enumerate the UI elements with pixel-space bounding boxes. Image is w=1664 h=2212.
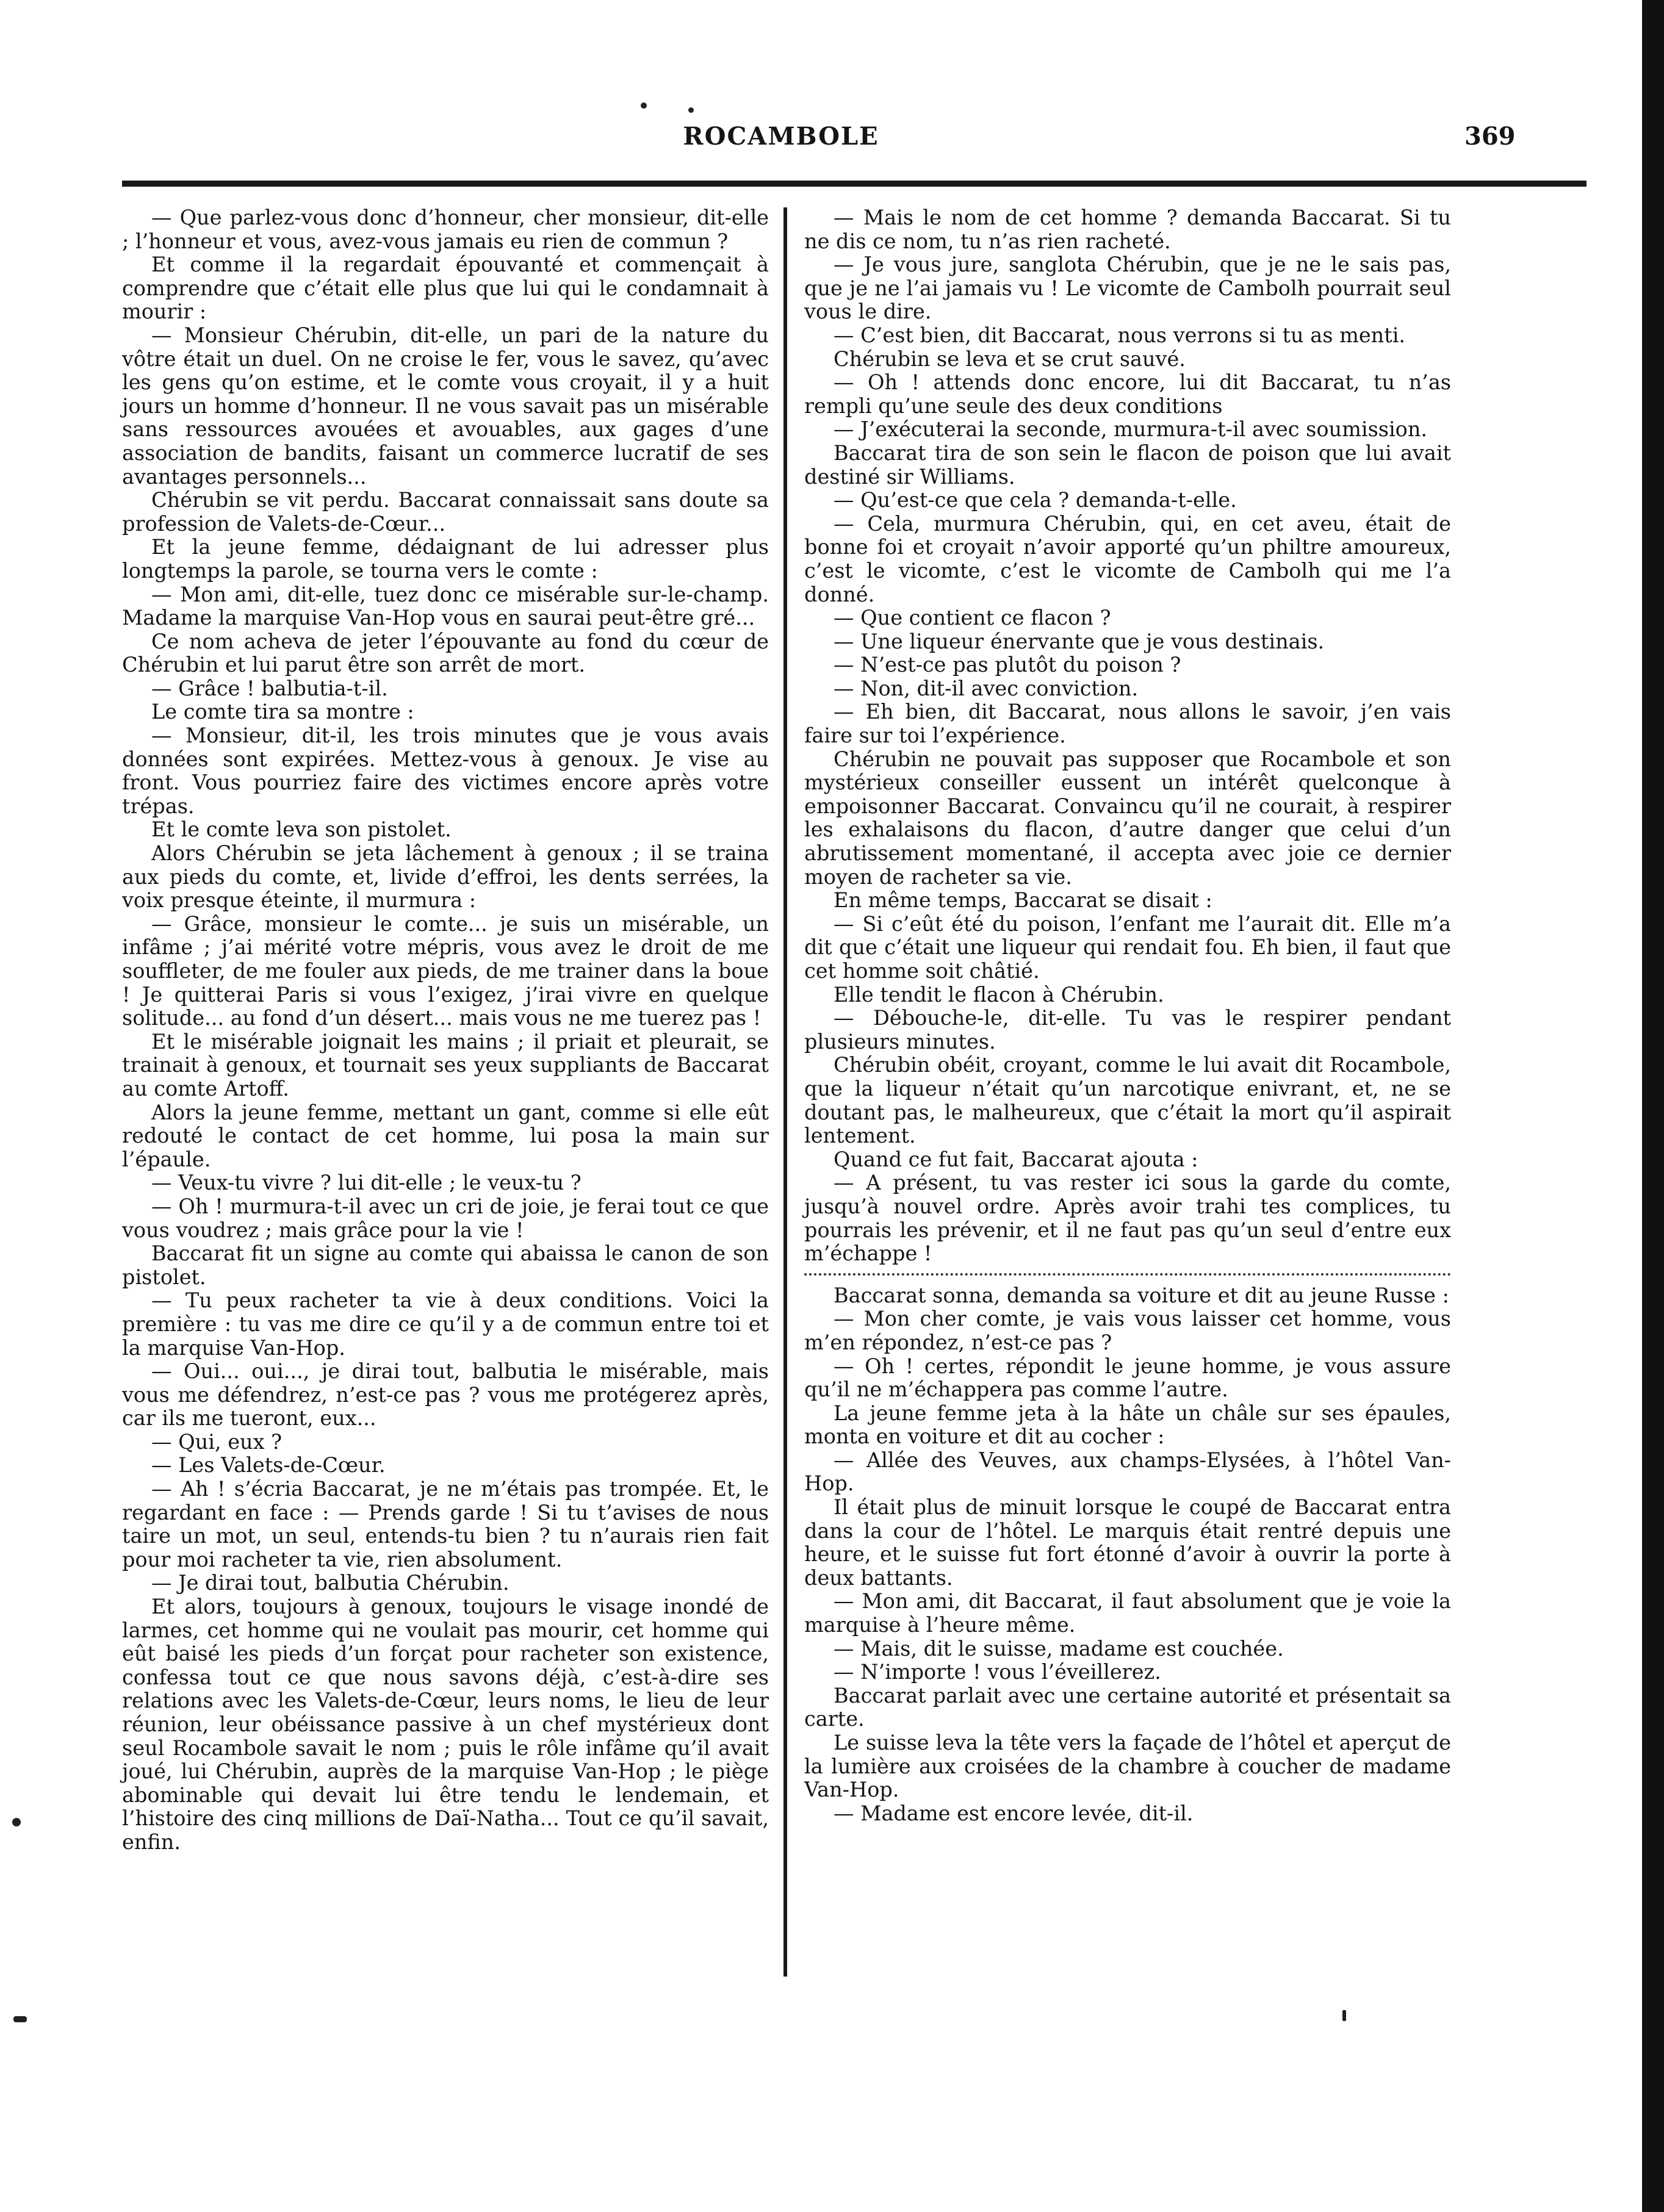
paragraph: Et comme il la regardait épouvanté et commençait à comprendre que c’était elle plus que lui qui le condamnait à mourir : [122,253,769,324]
paragraph: — Que contient ce flacon ? [834,606,1111,630]
paragraph: — Monsieur, dit-il, les trois minutes que je vous avais données sont expirées. Mettez-vous à genoux. Je vise au front. Vous pourriez faire des victimes encore après votre trépas. [122,724,769,818]
paragraph: — Allée des Veuves, aux champs-Elysées, à l’hôtel Van-Hop. [804,1448,1451,1496]
paragraph: — Cela, murmura Chérubin, qui, en cet aveu, était de bonne foi et croyait n’avoir apporté qu’un philtre amoureux, c’est le vicomte, c’est le vicomte de Cambolh qui me l’a donné. [804,511,1451,606]
scan-speck [12,1818,21,1826]
paragraph: Chérubin se leva et se crut sauvé. [834,347,1186,371]
paragraph: Il était plus de minuit lorsque le coupé de Baccarat entra dans la cour de l’hôtel. Le marquis était rentré depuis une heure, et le suisse fut fort étonné d’avoir à ouvrir la porte à deux battants. [804,1495,1451,1590]
paragraph: — Non, dit-il avec conviction. [834,676,1139,700]
paragraph: — Grâce, monsieur le comte... je suis un misérable, un infâme ; j’ai mérité votre mépris, vous avez le droit de me souffleter, de me fouler aux pieds, de me trainer dans la boue ! Je quitterai Paris si vous l’exigez, j’irai vivre en quelque solitude... au fond d’un désert... mais vous ne me tuerez pas ! [122,911,769,1030]
paragraph: — Qui, eux ? [151,1429,283,1454]
paragraph: Baccarat fit un signe au comte qui abaissa le canon de son pistolet. [122,1241,769,1289]
paragraph: Chérubin obéit, croyant, comme le lui avait dit Rocambole, que la liqueur n’était qu’un narcotique enivrant, et, ne se doutant pas, le malheureux, que c’était la mort qu’il aspirait lentement. [804,1053,1451,1148]
paragraph: — Grâce ! balbutia-t-il. [151,676,388,700]
paragraph: — Monsieur Chérubin, dit-elle, un pari de la nature du vôtre était un duel. On ne croise le fer, vous le savez, qu’avec les gens qu’on estime, et le comte vous croyait, il y a huit jours un homme d’honneur. Il ne vous savait pas un misérable sans ressources avouées et avouables, aux gages d’une association de bandits, faisant un commerce lucratif de ses avantages personnels... [122,323,769,489]
paragraph: — N’est-ce pas plutôt du poison ? [834,653,1181,677]
scan-speck [1342,2010,1346,2021]
paragraph: — Mais, dit le suisse, madame est couchée. [834,1636,1284,1661]
paragraph: Alors Chérubin se jeta lâchement à genoux ; il se traina aux pieds du comte, et, livide d’effroi, les dents serrées, la voix presque éteinte, il murmura : [122,841,769,913]
paragraph: — Oh ! murmura-t-il avec un cri de joie, je ferai tout ce que vous voudrez ; mais grâce pour la vie ! [122,1194,769,1242]
paragraph: — Eh bien, dit Baccarat, nous allons le savoir, j’en vais faire sur toi l’expérience. [804,700,1451,748]
paragraph: Baccarat tira de son sein le flacon de poison que lui avait destiné sir Williams. [804,440,1451,489]
paragraph: Et la jeune femme, dédaignant de lui adresser plus longtemps la parole, se tourna vers le comte : [122,535,769,583]
paragraph: — Oh ! attends donc encore, lui dit Baccarat, tu n’as rempli qu’une seule des deux conditions [804,370,1451,418]
paragraph: Chérubin ne pouvait pas supposer que Rocambole et son mystérieux conseiller eussent un intérêt quelconque à empoisonner Baccarat. Convaincu qu’il ne courait, à respirer les exhalaisons du flacon, d’autre danger que celui d’un abrutissement momentané, il accepta avec joie ce dernier moyen de racheter sa vie. [804,747,1451,889]
paragraph: — Tu peux racheter ta vie à deux conditions. Voici la première : tu vas me dire ce qu’il y a de commun entre toi et la marquise Van-Hop. [122,1288,769,1360]
scan-page-edge [1642,0,1664,2212]
paragraph: — N’importe ! vous l’éveillerez. [834,1660,1161,1684]
paragraph: Le suisse leva la tête vers la façade de l’hôtel et aperçut de la lumière aux croisées de la chambre à coucher de madame Van-Hop. [804,1731,1451,1802]
paragraph: Alors la jeune femme, mettant un gant, comme si elle eût redouté le contact de cet homme, lui posa la main sur l’épaule. [122,1100,769,1171]
paragraph: — Mon ami, dit Baccarat, il faut absolument que je voie la marquise à l’heure même. [804,1589,1451,1637]
paragraph: Elle tendit le flacon à Chérubin. [834,982,1164,1007]
paragraph: — Veux-tu vivre ? lui dit-elle ; le veux-tu ? [151,1171,582,1195]
paragraph: Baccarat parlait avec une certaine autorité et présentait sa carte. [804,1683,1451,1731]
paragraph: Et alors, toujours à genoux, toujours le visage inondé de larmes, cet homme qui ne voulait pas mourir, cet homme qui eût baisé les pieds d’un forçat pour racheter son existence, confessa tout ce que nous savons déjà, c’est-à-dire ses relations avec les Valets-de-Cœur, leurs noms, le lieu de leur réunion, leur obéissance passive à un chef mystérieux dont seul Rocambole savait le nom ; puis le rôle infâme qu’il avait joué, lui Chérubin, auprès de la marquise Van-Hop ; le piège abominable qui devait lui être tendu le lendemain, et l’histoire des cinq millions de Daï-Natha... Tout ce qu’il savait, enfin. [122,1595,769,1854]
paragraph: — Oh ! certes, répondit le jeune homme, je vous assure qu’il ne m’échappera pas comme l’autre. [804,1354,1451,1402]
scan-speck [13,2016,27,2022]
paragraph: Chérubin se vit perdu. Baccarat connaissait sans doute sa profession de Valets-de-Cœur... [122,488,769,536]
running-head [0,122,1562,159]
paragraph: Et le misérable joignait les mains ; il priait et pleurait, se trainait à genoux, et tournait ses yeux suppliants de Baccarat au comte Artoff. [122,1029,769,1101]
paragraph: — Qu’est-ce que cela ? demanda-t-elle. [834,488,1237,512]
running-title: ROCAMBOLE [683,122,879,151]
column-rule [783,207,787,1977]
scan-speck [688,107,694,113]
paragraph: Quand ce fut fait, Baccarat ajouta : [834,1147,1198,1171]
paragraph: Le comte tira sa montre : [151,700,414,724]
paragraph: — Mais le nom de cet homme ? demanda Baccarat. Si tu ne dis ce nom, tu n’as rien racheté. [804,206,1451,253]
paragraph: — Madame est encore levée, dit-il. [834,1801,1194,1825]
paragraph: Baccarat sonna, demanda sa voiture et dit au jeune Russe : [834,1283,1449,1307]
paragraph: — C’est bien, dit Baccarat, nous verrons si tu as menti. [834,323,1406,347]
paragraph: — A présent, tu vas rester ici sous la garde du comte, jusqu’à nouvel ordre. Après avoir trahi tes complices, tu pourrais les prévenir, et il ne faut pas qu’un seul d’entre eux m’échappe ! [804,1171,1451,1266]
paragraph: La jeune femme jeta à la hâte un châle sur ses épaules, monta en voiture et dit au cocher : [804,1401,1451,1449]
paragraph: — Que parlez-vous donc d’honneur, cher monsieur, dit-elle ; l’honneur et vous, avez-vous jamais eu rien de commun ? [122,206,769,253]
paragraph: — Je vous jure, sanglota Chérubin, que je ne le sais pas, que je ne l’ai jamais vu ! Le vicomte de Cambolh pourrait seul vous le dire. [804,253,1451,324]
paragraph: — Une liqueur énervante que je vous destinais. [834,629,1325,653]
paragraph: — Mon ami, dit-elle, tuez donc ce misérable sur-le-champ. Madame la marquise Van-Hop vous en saurai peut-être gré... [122,582,769,630]
paragraph: — Ah ! s’écria Baccarat, je ne m’étais pas trompée. Et, le regardant en face : — Prends garde ! Si tu t’avises de nous taire un mot, un seul, entends-tu bien ? tu n’aurais rien fait pour moi racheter ta vie, rien absolument. [122,1477,769,1571]
paragraph: — Les Valets-de-Cœur. [151,1453,386,1478]
paragraph: — Si c’eût été du poison, l’enfant me l’aurait dit. Elle m’a dit que c’était une liqueur qui rendait fou. Eh bien, il faut que cet homme soit châtié. [804,911,1451,983]
paragraph: Ce nom acheva de jeter l’épouvante au fond du cœur de Chérubin et lui parut être son arrêt de mort. [122,629,769,677]
paragraph: En même temps, Baccarat se disait : [834,888,1212,913]
right-column [804,206,1451,1825]
paragraph: — Je dirai tout, balbutia Chérubin. [151,1571,510,1595]
paragraph: — Oui... oui..., je dirai tout, balbutia le misérable, mais vous me défendrez, n’est-ce pas ? vous me protégerez après, car ils me tueront, eux... [122,1359,769,1431]
left-column [122,206,769,1855]
header-rule [122,181,1587,187]
paragraph: — Débouche-le, dit-elle. Tu vas le respirer pendant plusieurs minutes. [804,1006,1451,1054]
scan-speck [641,102,647,109]
paragraph: — J’exécuterai la seconde, murmura-t-il avec soumission. [834,417,1428,442]
section-separator [804,1273,1451,1276]
paragraph: — Mon cher comte, je vais vous laisser cet homme, vous m’en répondez, n’est-ce pas ? [804,1307,1451,1354]
page-number: 369 [1464,122,1516,151]
paragraph: Et le comte leva son pistolet. [151,817,452,842]
